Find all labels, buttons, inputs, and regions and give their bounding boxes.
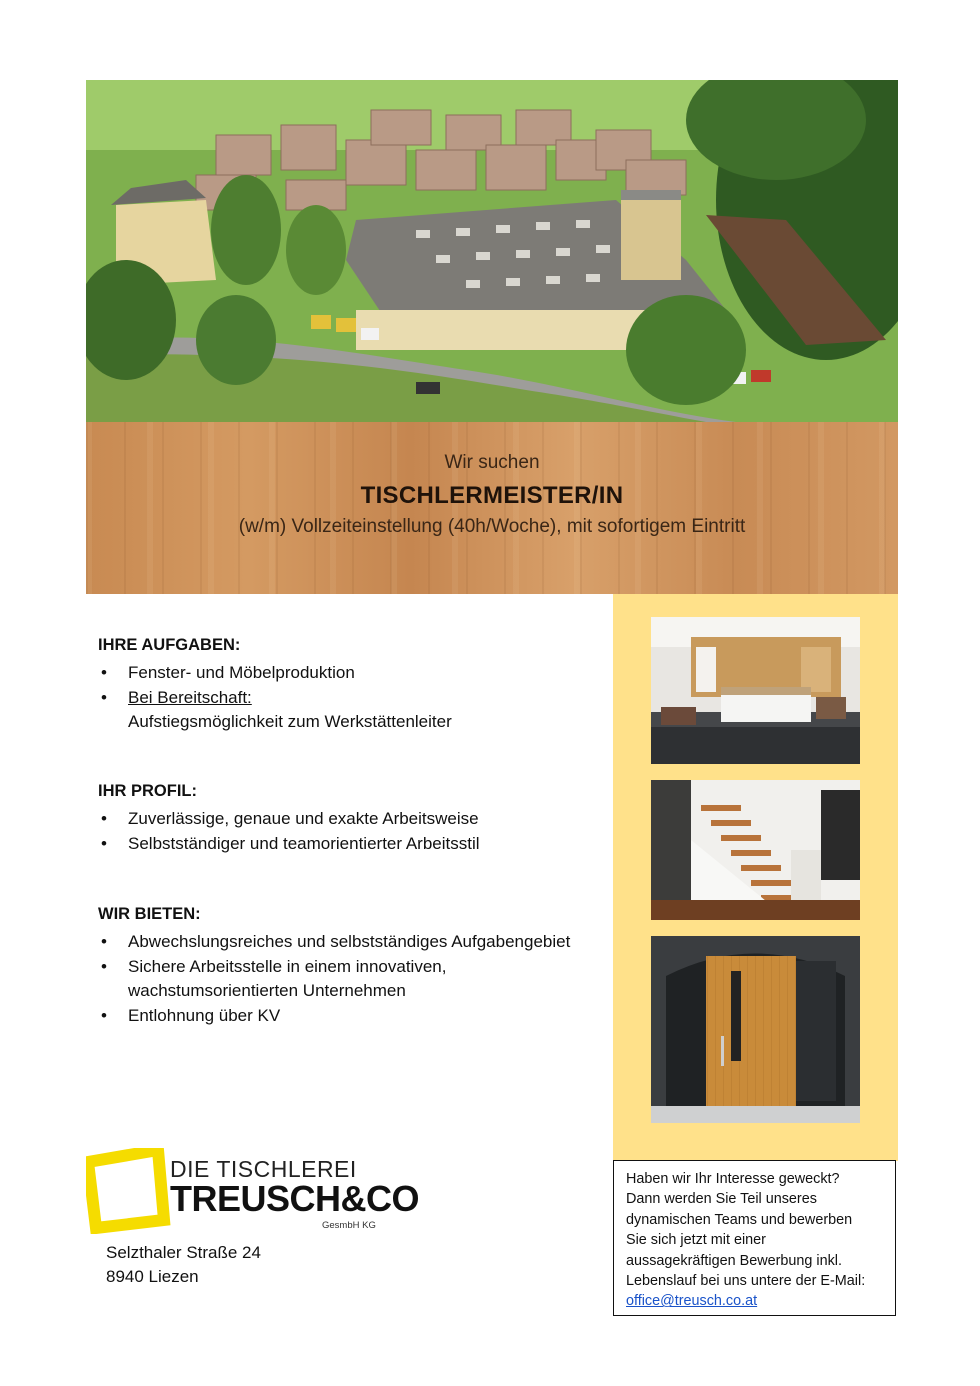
cta-line: Haben wir Ihr Interesse geweckt?	[626, 1171, 840, 1187]
list-item: • Sichere Arbeitsstelle in einem innovativen, wachstumsorientierten Unternehmen	[98, 955, 598, 1004]
bullet-icon: •	[101, 833, 107, 853]
job-title: TISCHLERMEISTER/IN	[360, 482, 624, 509]
address-city: 8940 Liezen	[106, 1267, 199, 1286]
job-description: (w/m) Vollzeiteinstellung (40h/Woche), mit sofortigem Eintritt	[238, 516, 746, 537]
company-address	[106, 1241, 261, 1289]
list-item: • Fenster- und Möbelproduktion	[98, 661, 598, 686]
bullet-icon: •	[101, 809, 107, 828]
door-photo	[651, 936, 860, 1123]
cta-line: aussagekräftigen Bewerbung inkl.	[626, 1252, 842, 1269]
list-item: • Entlohnung über KV	[98, 1004, 598, 1029]
profile-heading: IHR PROFIL:	[98, 782, 197, 800]
logo-line-1: DIE TISCHLEREI	[170, 1156, 357, 1182]
list-item: • Bei Bereitschaft: Aufstiegsmöglichkeit zum Werkstättenleiter	[98, 686, 598, 735]
offer-list	[98, 930, 598, 1028]
email-link[interactable]: office@treusch.co.at	[626, 1293, 758, 1310]
banner-subtitle: Wir suchen	[444, 452, 540, 473]
tasks-heading: IHRE AUFGABEN:	[98, 636, 241, 654]
application-box	[613, 1160, 896, 1316]
cta-line: dynamischen Teams und bewerben	[626, 1211, 853, 1228]
profile-list	[98, 807, 598, 856]
cta-line: Lebenslauf bei uns untere der E-Mail:	[626, 1273, 866, 1290]
address-street: Selzthaler Straße 24	[106, 1243, 261, 1262]
list-item: • Abwechslungsreiches und selbstständiges Aufgabengebiet	[98, 930, 598, 955]
logo-line-3: GesmbH KG	[322, 1220, 376, 1231]
list-item: • Selbstständiger und teamorientierter Arbeitsstil	[98, 832, 598, 857]
tasks-section	[98, 636, 598, 735]
tasks-list	[98, 661, 598, 735]
cta-line: Sie sich jetzt mit einer	[626, 1232, 766, 1249]
bullet-icon: •	[101, 687, 107, 707]
list-item: • Zuverlässige, genaue und exakte Arbeitsweise	[98, 807, 598, 832]
title-banner	[86, 422, 898, 594]
bullet-icon: •	[101, 663, 107, 682]
bullet-icon: •	[101, 956, 107, 976]
kitchen-photo	[651, 617, 860, 764]
cta-line: Dann werden Sie Teil unseres	[626, 1191, 817, 1208]
profile-section	[98, 782, 598, 856]
bullet-icon: •	[101, 1005, 107, 1025]
hero-photo	[86, 80, 898, 422]
logo-line-2: TREUSCH&CO	[170, 1178, 420, 1219]
offer-section	[98, 905, 598, 1028]
bullet-icon: •	[101, 932, 107, 951]
offer-heading: WIR BIETEN:	[98, 905, 201, 923]
staircase-photo	[651, 780, 860, 920]
